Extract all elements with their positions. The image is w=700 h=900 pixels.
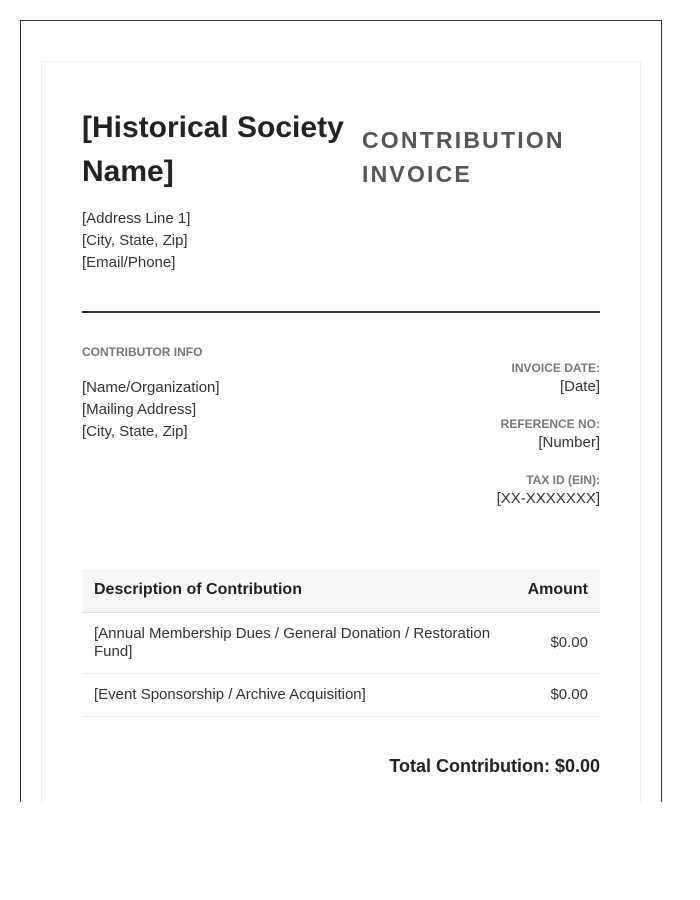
contributor-line: [Name/Organization]	[82, 379, 220, 396]
row-amount: $0.00	[516, 673, 600, 716]
table-header-row	[82, 569, 600, 612]
row-amount: $0.00	[516, 612, 600, 673]
amount-column-header: Amount	[516, 569, 600, 612]
row-description: [Event Sponsorship / Archive Acquisition]	[82, 673, 516, 716]
contributor-info-label: CONTRIBUTOR INFO	[82, 345, 203, 359]
organization-address-line: [Email/Phone]	[82, 254, 176, 271]
contributor-line: [Mailing Address]	[82, 401, 197, 418]
organization-address	[82, 208, 190, 274]
header-divider	[82, 311, 600, 313]
invoice-date-value: [Date]	[559, 378, 600, 395]
reference-number-label: REFERENCE NO:	[500, 417, 600, 431]
description-column-header: Description of Contribution	[82, 569, 516, 612]
table-row	[82, 673, 600, 716]
tax-id	[350, 472, 600, 528]
invoice-date	[350, 360, 600, 416]
organization-address-line: [Address Line 1]	[82, 210, 191, 227]
organization-address-line: [City, State, Zip]	[82, 232, 188, 249]
contributor-info	[82, 377, 220, 443]
invoice-meta	[350, 360, 600, 528]
row-description: [Annual Membership Dues / General Donation / Restoration Fund]	[82, 612, 516, 673]
invoice-date-label: INVOICE DATE:	[511, 361, 600, 375]
invoice-sheet	[41, 61, 641, 803]
reference-number	[350, 416, 600, 472]
tax-id-value: [XX-XXXXXXX]	[496, 490, 600, 507]
contribution-table	[82, 569, 600, 717]
reference-number-value: [Number]	[538, 434, 600, 451]
table-row	[82, 612, 600, 673]
total-contribution: Total Contribution: $0.00	[389, 756, 600, 776]
contributor-line: [City, State, Zip]	[82, 423, 188, 440]
document-title: CONTRIBUTION INVOICE	[362, 127, 565, 187]
organization-name: [Historical Society Name]	[82, 111, 344, 188]
page-frame	[20, 20, 662, 802]
tax-id-label: TAX ID (EIN):	[526, 473, 600, 487]
